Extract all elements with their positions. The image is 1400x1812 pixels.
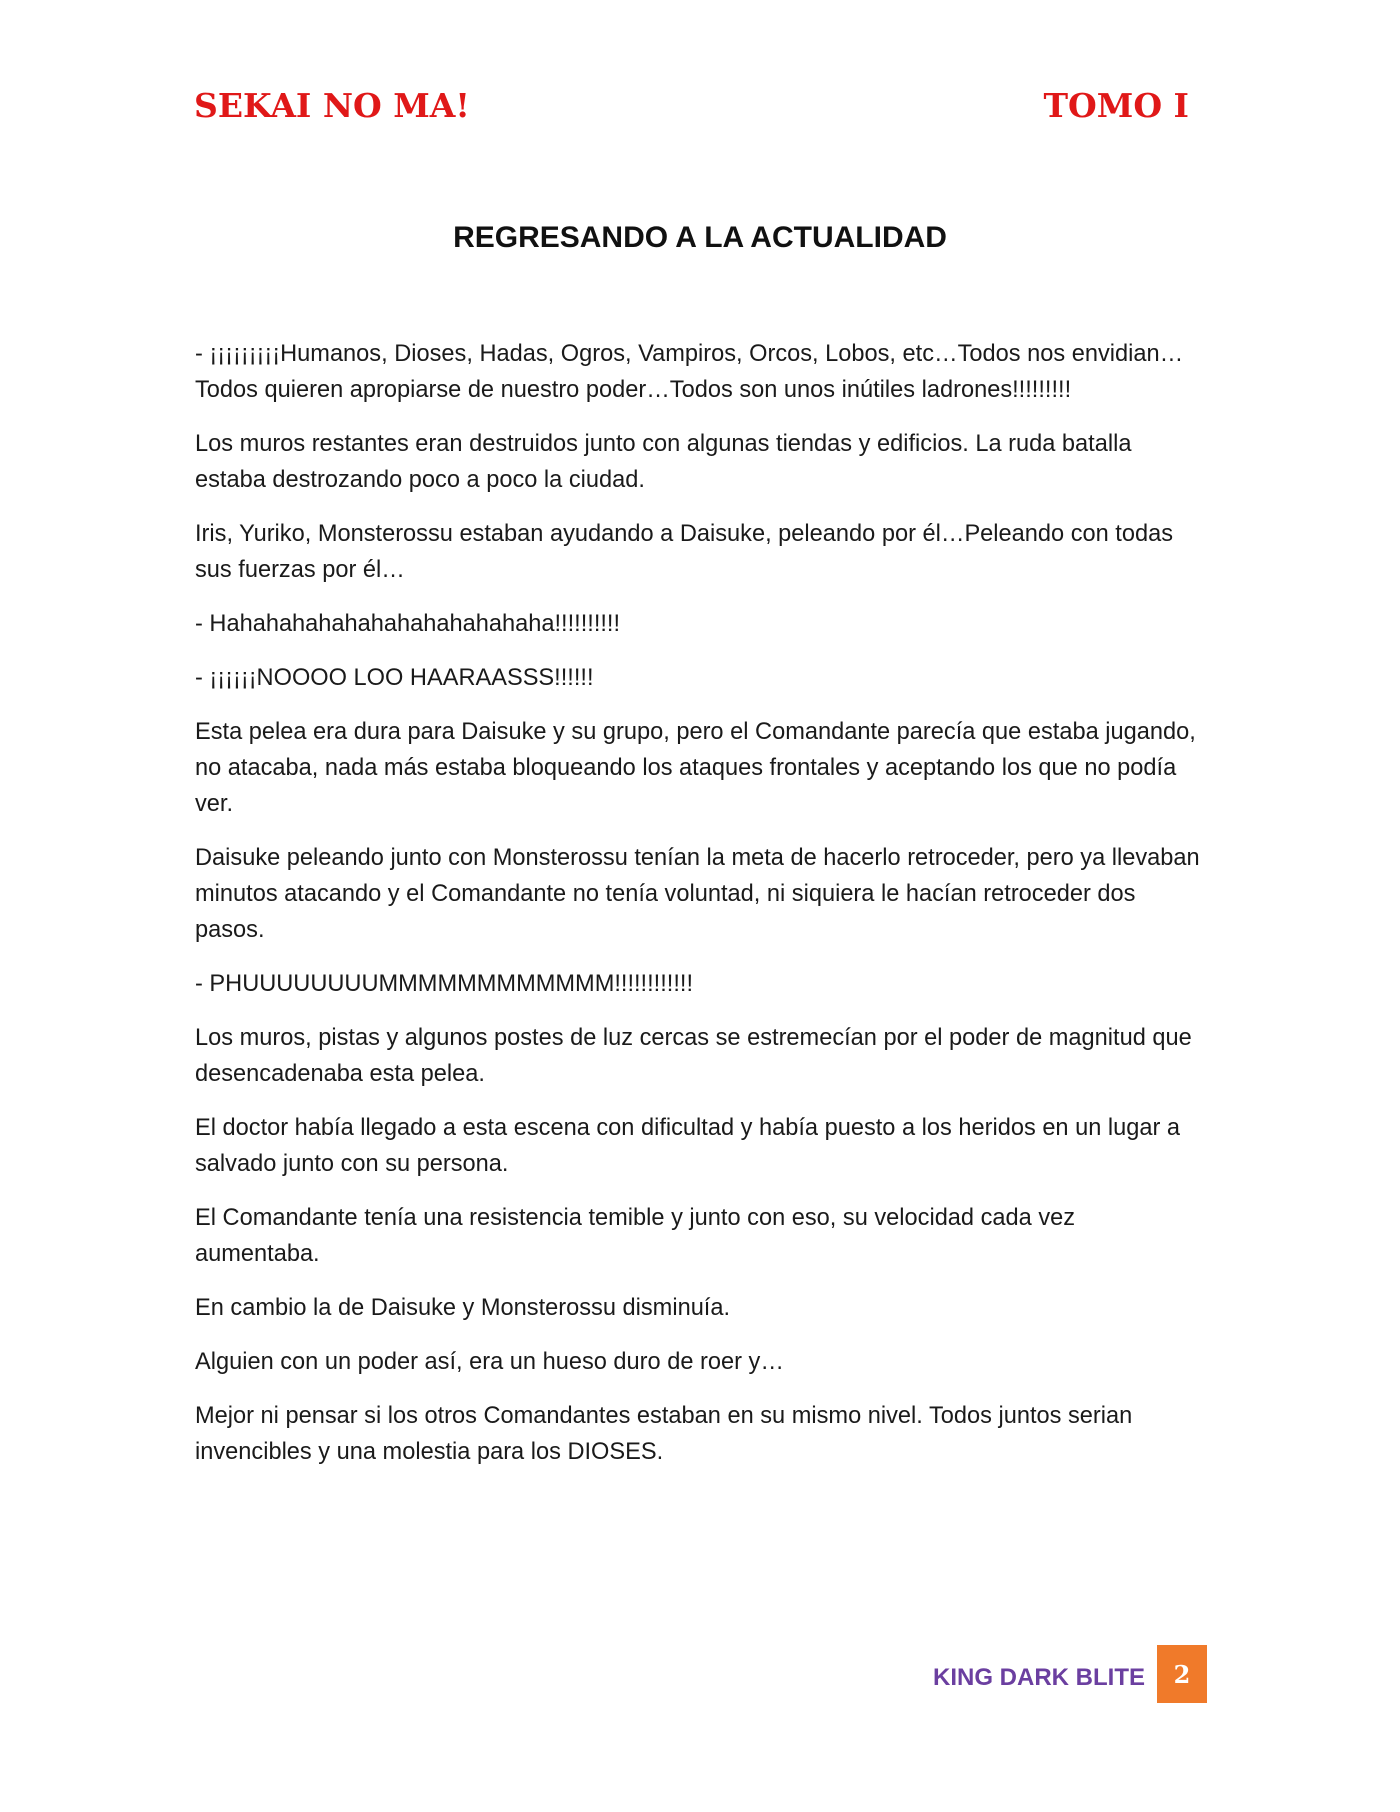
paragraph: En cambio la de Daisuke y Monsterossu disminuía.	[195, 1295, 731, 1321]
body-text	[195, 336, 1200, 1488]
paragraph: - ¡¡¡¡¡¡¡¡¡Humanos, Dioses, Hadas, Ogros, Vampiros, Orcos, Lobos, etc…Todos nos envidian…Todos quieren apropiarse de nuestro poder…Todos son unos inútiles ladrones!!!!!!!!!	[195, 341, 1184, 403]
paragraph: El doctor había llegado a esta escena con dificultad y había puesto a los heridos en un lugar a salvado junto con su persona.	[195, 1115, 1181, 1177]
paragraph: Daisuke peleando junto con Monsterossu tenían la meta de hacerlo retroceder, pero ya llevaban minutos atacando y el Comandante no tenía voluntad, ni siquiera le hacían retroceder dos pasos.	[195, 845, 1200, 943]
paragraph: El Comandante tenía una resistencia temible y junto con eso, su velocidad cada vez aumentaba.	[195, 1205, 1076, 1267]
paragraph: - PHUUUUUUUUMMMMMMMMMMMM!!!!!!!!!!!!	[195, 971, 694, 997]
paragraph: Esta pelea era dura para Daisuke y su grupo, pero el Comandante parecía que estaba jugando, no atacaba, nada más estaba bloqueando los ataques frontales y aceptando los que no podía ver.	[195, 719, 1196, 817]
paragraph: Los muros, pistas y algunos postes de luz cercas se estremecían por el poder de magnitud que desencadenaba esta pelea.	[195, 1025, 1192, 1087]
header-volume: TOMO I	[1043, 86, 1189, 125]
page-number: 2	[1157, 1645, 1207, 1703]
chapter-title: REGRESANDO A LA ACTUALIDAD	[453, 221, 947, 254]
header-series-title: SEKAI NO MA!	[194, 86, 470, 125]
footer-author: KING DARK BLITE	[933, 1664, 1145, 1691]
paragraph: Alguien con un poder así, era un hueso duro de roer y…	[195, 1349, 784, 1375]
paragraph: Iris, Yuriko, Monsterossu estaban ayudando a Daisuke, peleando por él…Peleando con todas sus fuerzas por él…	[195, 521, 1174, 583]
paragraph: Mejor ni pensar si los otros Comandantes estaban en su mismo nivel. Todos juntos serian invencibles y una molestia para los DIOSES.	[195, 1403, 1133, 1465]
paragraph: Los muros restantes eran destruidos junto con algunas tiendas y edificios. La ruda batalla estaba destrozando poco a poco la ciudad.	[195, 431, 1132, 493]
paragraph: - ¡¡¡¡¡¡NOOOO LOO HAARAASSS!!!!!!	[195, 665, 594, 691]
paragraph: - Hahahahahahahahahahahahaha!!!!!!!!!!	[195, 611, 621, 637]
